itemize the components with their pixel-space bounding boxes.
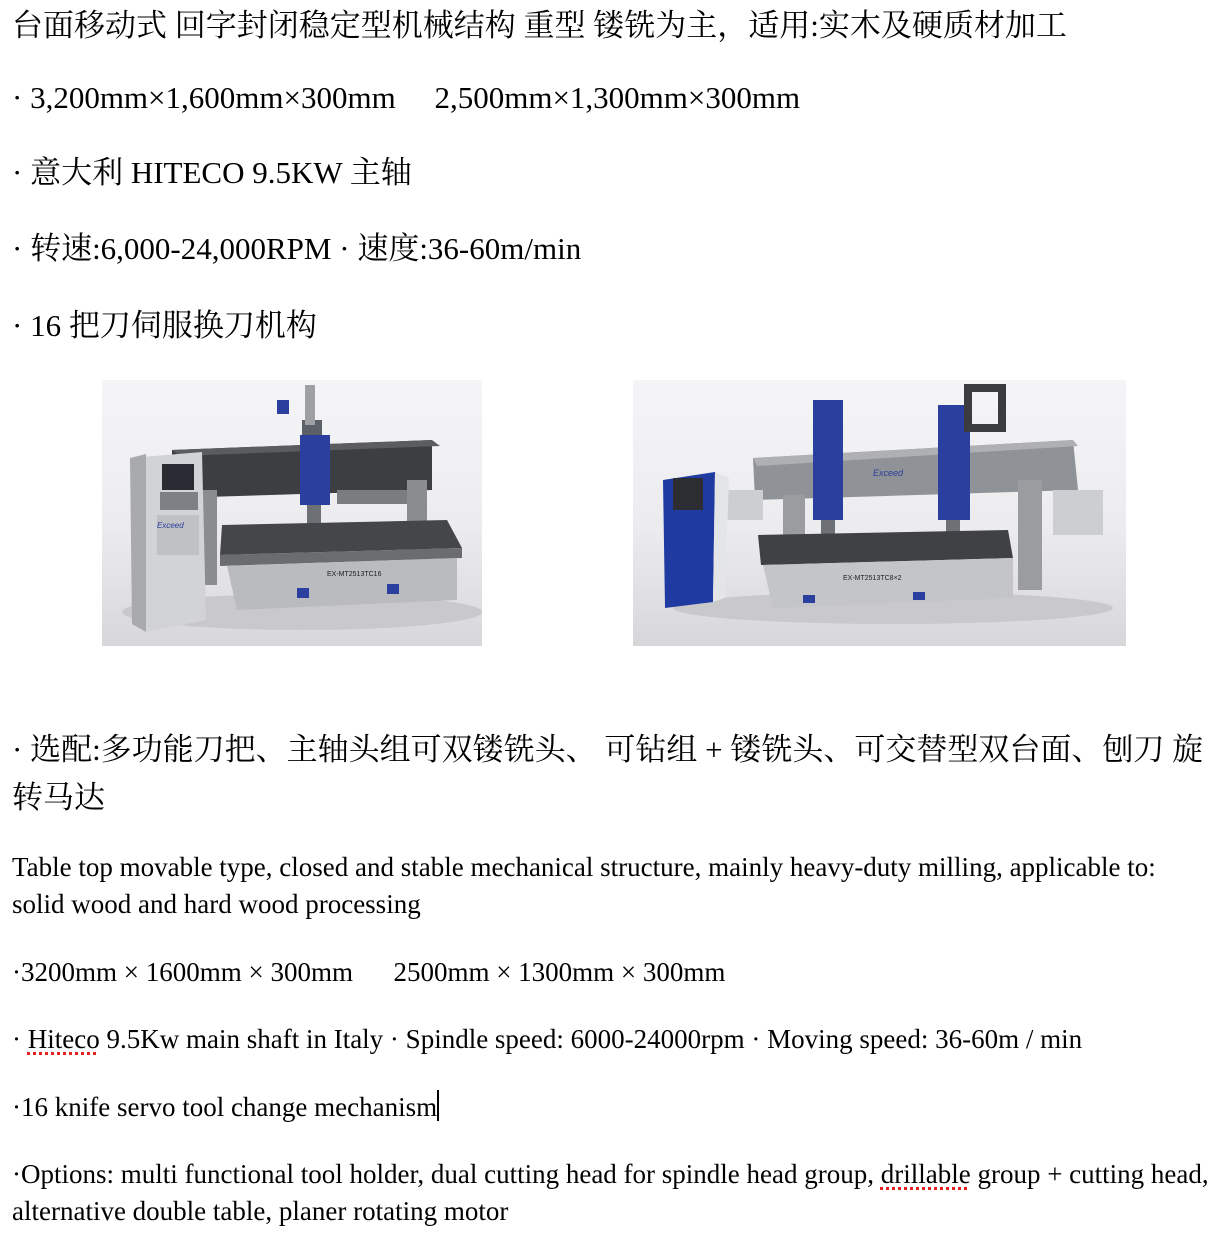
en-options-prefix: ·Options: multi functional tool holder, dual cutting head for spindle head group, [12,1159,881,1189]
en-spindle-rest: 9.5Kw main shaft in Italy · Spindle speed: 6000-24000rpm · Moving speed: 36-60m / min [99,1024,1083,1054]
cn-speed-line: · 转速:6,000-24,000RPM · 速度:36-60m/min [12,231,582,266]
en-intro-paragraph: Table top movable type, closed and stable mechanical structure, mainly heavy-duty milling, applicable to: solid wood and hard wood processing [12,852,1156,919]
spelling-error-hiteco[interactable]: Hiteco [27,1024,100,1054]
en-size-line: ·3200mm × 1600mm × 300mm 2500mm × 1300mm × 300mm [12,957,726,987]
machine-image-left [102,380,482,646]
machine-image-right [633,380,1126,646]
en-tool-change-line[interactable] [12,1089,439,1126]
cn-title: 台面移动式 回字封闭稳定型机械结构 重型 镂铣为主，适用:实木及硬质材加工 [12,8,1067,43]
text-cursor [437,1090,439,1121]
cn-options-paragraph: · 选配:多功能刀把、主轴头组可双镂铣头、 可钻组 + 镂铣头、可交替型双台面、刨刀 旋转马达 [12,732,1204,815]
left-logo: Exceed [157,521,184,530]
left-model-plate: EX-MT2513TC16 [327,571,382,578]
en-spindle-line [12,1021,1082,1058]
en-tool-change-text: ·16 knife servo tool change mechanism [12,1092,438,1122]
en-spindle-prefix: · [12,1024,28,1054]
spelling-error-drillable[interactable]: drillable [880,1159,971,1189]
right-model-plate: EX-MT2513TC8×2 [843,575,902,582]
en-options-rest: group + cutting head, alternative double table, planer rotating motor [12,1159,1209,1226]
en-options-paragraph [12,1156,1212,1230]
right-logo: Exceed [873,468,904,478]
cn-size-line: · 3,200mm×1,600mm×300mm 2,500mm×1,300mm×300mm [12,80,801,115]
cn-spindle-line: · 意大利 HITECO 9.5KW 主轴 [12,155,412,190]
cn-tool-change-line: · 16 把刀伺服换刀机构 [12,308,317,343]
